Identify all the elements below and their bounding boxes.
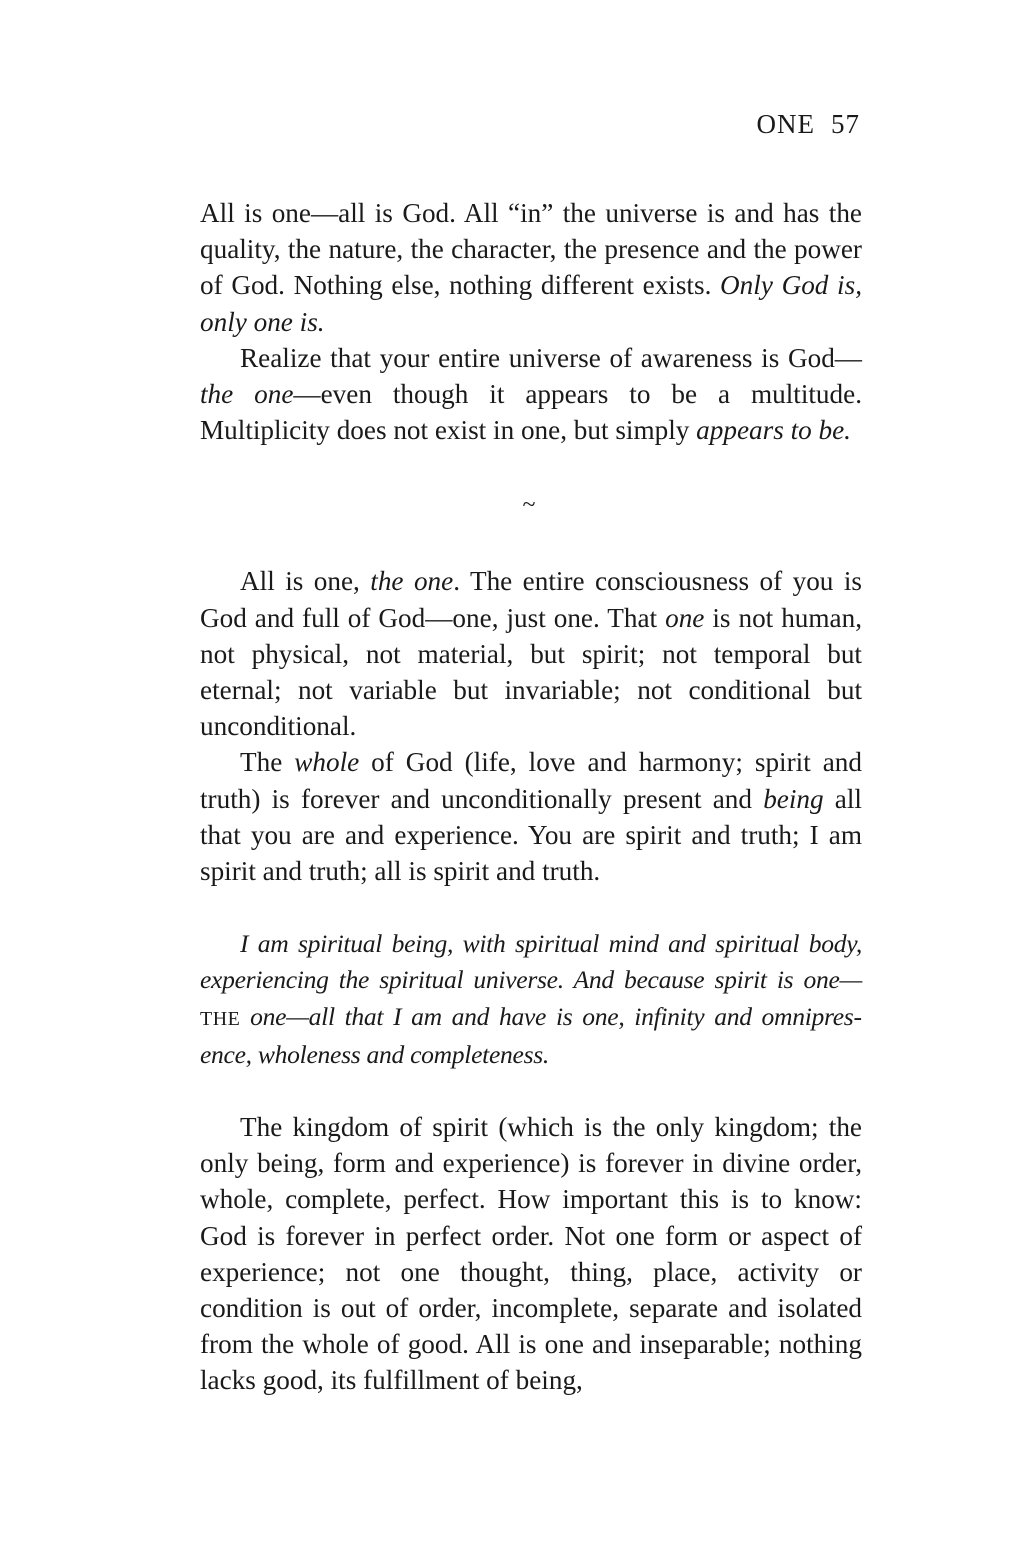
text-run: . The entire consciousness of you is God and full of God—one, just one. That <box>200 566 862 633</box>
small-caps-run: THE <box>200 1007 241 1030</box>
text-run: one—all that I am and have is one, infinity and omnipresence, wholeness and completeness. <box>200 1001 862 1069</box>
italic-run: the one <box>200 379 294 410</box>
running-head <box>757 106 861 142</box>
italic-run: the one <box>370 566 454 597</box>
paragraph <box>200 195 862 340</box>
paragraph <box>200 340 862 449</box>
section-break-ornament <box>200 448 862 563</box>
ornament-glyph: ~ <box>522 492 536 519</box>
paragraph <box>200 563 862 744</box>
paragraph <box>200 744 862 889</box>
italic-run: Only God is, only one is. <box>200 270 862 337</box>
italic-run: whole <box>294 747 360 778</box>
text-run: All is one—all is God. All “in” the universe is and has the quality, the nature, the character, the presence and the power of God. Nothing else, nothing different exists. <box>200 198 862 301</box>
chapter-title: ONE <box>756 109 815 139</box>
spacer <box>200 889 862 926</box>
page-number: 57 <box>831 109 860 139</box>
italic-run: one <box>665 602 705 633</box>
italic-run: being <box>763 783 824 814</box>
spacer <box>200 1073 862 1109</box>
italic-run: appears to be. <box>696 415 851 446</box>
text-run: Realize that your entire universe of awareness is God— <box>240 342 862 373</box>
text-run: I am spiritual being, with spiritual mind and spiritual body, experiencing the spiritual universe. And because spirit is one— <box>200 929 862 995</box>
affirmation-paragraph <box>200 926 862 1073</box>
text-run: of God (life, love and harmony; spirit and truth) is forever and unconditionally present and <box>200 747 862 814</box>
text-run: The <box>240 747 295 778</box>
paragraph: The kingdom of spirit (which is the only kingdom; the only being, form and experience) is forever in divine order, whole, complete, perfect. How important this is to know: God is forever in perfect order. Not one form or aspect of experience; not one thought, thing, place, activity or condition is out of order, incomplete, separate and isolated from the whole of good. All is one and inseparable; nothing lacks good, its fulfillment of being, <box>200 1112 862 1396</box>
text-run: All is one, <box>240 566 371 597</box>
text-run: —even though it appears to be a multitude. Multiplicity does not exist in one, but simply <box>200 379 862 446</box>
body-text <box>200 195 862 1399</box>
text-run: all that you are and experience. You are spirit and truth; I am spirit and truth; all is spirit and truth. <box>200 783 862 887</box>
text-run: is not human, not physical, not material, but spirit; not temporal but eternal; not variable but invariable; not conditional but unconditional. <box>200 602 863 742</box>
